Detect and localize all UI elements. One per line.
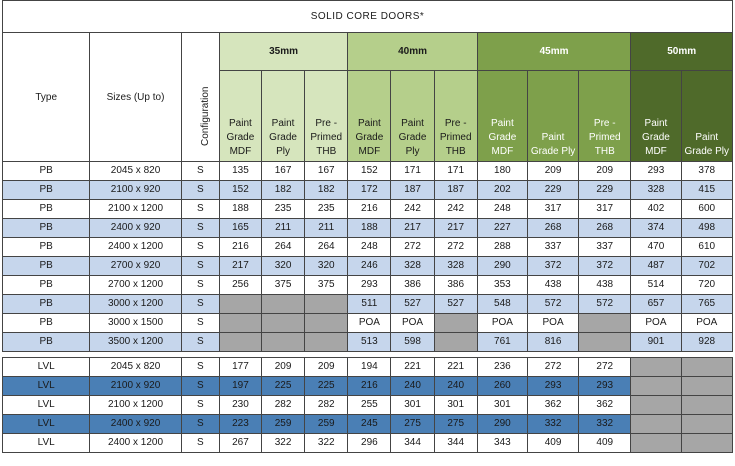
price-cell: 246 <box>348 257 391 276</box>
config-cell: S <box>181 434 219 453</box>
price-cell: 225 <box>305 377 348 396</box>
unavailable-cell <box>631 434 681 453</box>
price-cell: 438 <box>579 276 631 295</box>
price-cell: 293 <box>348 276 391 295</box>
sub-40-thb: Pre - Primed THB <box>434 71 477 162</box>
price-cell: 765 <box>681 295 732 314</box>
price-cell: 320 <box>305 257 348 276</box>
table-row <box>3 162 733 181</box>
price-cell: 268 <box>527 219 578 238</box>
price-cell: 527 <box>434 295 477 314</box>
price-cell: 211 <box>262 219 305 238</box>
price-cell: 610 <box>681 238 732 257</box>
table-row <box>3 377 733 396</box>
configuration-column-header <box>181 33 219 162</box>
unavailable-cell <box>262 333 305 352</box>
price-cell: 221 <box>434 358 477 377</box>
size-cell: 2100 x 920 <box>90 377 181 396</box>
price-cell: 216 <box>219 238 261 257</box>
price-cell: 225 <box>262 377 305 396</box>
price-cell: 187 <box>391 181 434 200</box>
price-cell: 188 <box>219 200 261 219</box>
config-cell: S <box>181 238 219 257</box>
price-cell: 242 <box>434 200 477 219</box>
table-row <box>3 200 733 219</box>
price-cell: 182 <box>262 181 305 200</box>
unavailable-cell <box>434 314 477 333</box>
price-cell: 293 <box>631 162 681 181</box>
unavailable-cell <box>434 333 477 352</box>
config-cell: S <box>181 295 219 314</box>
price-cell: POA <box>631 314 681 333</box>
price-cell: 167 <box>305 162 348 181</box>
price-cell: 322 <box>305 434 348 453</box>
table-row <box>3 358 733 377</box>
price-cell: 320 <box>262 257 305 276</box>
config-cell: S <box>181 396 219 415</box>
price-cell: 209 <box>305 358 348 377</box>
price-cell: 180 <box>477 162 527 181</box>
size-cell: 2100 x 1200 <box>90 200 181 219</box>
unavailable-cell <box>579 333 631 352</box>
table-row <box>3 396 733 415</box>
price-cell: 386 <box>391 276 434 295</box>
price-cell: 511 <box>348 295 391 314</box>
type-cell: LVL <box>3 358 90 377</box>
price-cell: 328 <box>631 181 681 200</box>
unavailable-cell <box>681 415 732 434</box>
price-cell: 720 <box>681 276 732 295</box>
price-cell: POA <box>527 314 578 333</box>
price-cell: 438 <box>527 276 578 295</box>
price-cell: 152 <box>219 181 261 200</box>
price-cell: 409 <box>579 434 631 453</box>
unavailable-cell <box>305 314 348 333</box>
price-cell: 275 <box>391 415 434 434</box>
size-cell: 2045 x 820 <box>90 358 181 377</box>
price-cell: 235 <box>262 200 305 219</box>
price-cell: 227 <box>477 219 527 238</box>
price-cell: 409 <box>527 434 578 453</box>
unavailable-cell <box>631 358 681 377</box>
price-cell: 248 <box>348 238 391 257</box>
table-row <box>3 415 733 434</box>
price-cell: 372 <box>527 257 578 276</box>
price-cell: 216 <box>348 200 391 219</box>
price-cell: 598 <box>391 333 434 352</box>
sub-45-mdf: Paint Grade MDF <box>477 71 527 162</box>
group-45mm-header: 45mm <box>477 33 631 71</box>
unavailable-cell <box>219 295 261 314</box>
type-cell: PB <box>3 276 90 295</box>
sub-35-thb: Pre - Primed THB <box>305 71 348 162</box>
config-cell: S <box>181 377 219 396</box>
type-cell: LVL <box>3 377 90 396</box>
price-cell: 187 <box>434 181 477 200</box>
price-cell: 344 <box>391 434 434 453</box>
price-cell: 152 <box>348 162 391 181</box>
price-cell: 240 <box>391 377 434 396</box>
price-cell: 245 <box>348 415 391 434</box>
price-cell: 322 <box>262 434 305 453</box>
price-cell: 275 <box>434 415 477 434</box>
config-cell: S <box>181 162 219 181</box>
group-35mm-header: 35mm <box>219 33 347 71</box>
unavailable-cell <box>631 415 681 434</box>
unavailable-cell <box>631 377 681 396</box>
unavailable-cell <box>681 434 732 453</box>
price-cell: 293 <box>527 377 578 396</box>
price-cell: 177 <box>219 358 261 377</box>
price-cell: 171 <box>391 162 434 181</box>
price-cell: 362 <box>527 396 578 415</box>
price-cell: 217 <box>219 257 261 276</box>
price-cell: 527 <box>391 295 434 314</box>
table-row <box>3 219 733 238</box>
price-cell: 470 <box>631 238 681 257</box>
config-cell: S <box>181 415 219 434</box>
price-cell: POA <box>477 314 527 333</box>
price-cell: 816 <box>527 333 578 352</box>
type-cell: PB <box>3 295 90 314</box>
unavailable-cell <box>631 396 681 415</box>
price-cell: 375 <box>262 276 305 295</box>
price-cell: 293 <box>579 377 631 396</box>
unavailable-cell <box>305 295 348 314</box>
type-cell: PB <box>3 238 90 257</box>
configuration-label: Configuration <box>200 86 212 146</box>
price-cell: 167 <box>262 162 305 181</box>
size-cell: 2100 x 920 <box>90 181 181 200</box>
size-cell: 2400 x 920 <box>90 219 181 238</box>
sub-50-ply: Paint Grade Ply <box>681 71 732 162</box>
price-cell: 230 <box>219 396 261 415</box>
size-cell: 2700 x 920 <box>90 257 181 276</box>
price-cell: 221 <box>391 358 434 377</box>
price-cell: POA <box>348 314 391 333</box>
price-cell: 211 <box>305 219 348 238</box>
price-cell: 657 <box>631 295 681 314</box>
price-cell: 288 <box>477 238 527 257</box>
price-cell: 332 <box>527 415 578 434</box>
table-row <box>3 181 733 200</box>
price-cell: 229 <box>527 181 578 200</box>
price-cell: 328 <box>434 257 477 276</box>
price-cell: 242 <box>391 200 434 219</box>
size-cell: 2045 x 820 <box>90 162 181 181</box>
type-cell: PB <box>3 333 90 352</box>
table-row <box>3 434 733 453</box>
price-cell: 217 <box>434 219 477 238</box>
price-cell: 353 <box>477 276 527 295</box>
group-50mm-header: 50mm <box>631 33 733 71</box>
price-cell: 301 <box>391 396 434 415</box>
config-cell: S <box>181 314 219 333</box>
size-cell: 2400 x 1200 <box>90 434 181 453</box>
unavailable-cell <box>681 358 732 377</box>
price-cell: 236 <box>477 358 527 377</box>
price-cell: 344 <box>434 434 477 453</box>
group-40mm-header: 40mm <box>348 33 477 71</box>
price-cell: 282 <box>262 396 305 415</box>
config-cell: S <box>181 200 219 219</box>
price-cell: 272 <box>579 358 631 377</box>
price-cell: 296 <box>348 434 391 453</box>
size-cell: 3500 x 1200 <box>90 333 181 352</box>
price-cell: 209 <box>262 358 305 377</box>
type-cell: PB <box>3 200 90 219</box>
price-cell: 260 <box>477 377 527 396</box>
price-cell: 901 <box>631 333 681 352</box>
unavailable-cell <box>262 295 305 314</box>
table-row <box>3 238 733 257</box>
price-cell: 256 <box>219 276 261 295</box>
price-cell: 240 <box>434 377 477 396</box>
price-cell: 223 <box>219 415 261 434</box>
unavailable-cell <box>579 314 631 333</box>
price-cell: 372 <box>579 257 631 276</box>
price-cell: 290 <box>477 415 527 434</box>
price-cell: 290 <box>477 257 527 276</box>
price-cell: 259 <box>262 415 305 434</box>
price-cell: 182 <box>305 181 348 200</box>
price-cell: POA <box>391 314 434 333</box>
price-cell: 498 <box>681 219 732 238</box>
sub-40-mdf: Paint Grade MDF <box>348 71 391 162</box>
price-cell: 194 <box>348 358 391 377</box>
price-cell: 572 <box>527 295 578 314</box>
type-cell: PB <box>3 181 90 200</box>
price-cell: 197 <box>219 377 261 396</box>
table-row <box>3 295 733 314</box>
sub-45-thb: Pre - Primed THB <box>579 71 631 162</box>
price-cell: 572 <box>579 295 631 314</box>
size-cell: 2400 x 920 <box>90 415 181 434</box>
type-cell: PB <box>3 257 90 276</box>
size-cell: 2100 x 1200 <box>90 396 181 415</box>
price-cell: 337 <box>579 238 631 257</box>
price-cell: 209 <box>527 162 578 181</box>
price-cell: 600 <box>681 200 732 219</box>
price-cell: 235 <box>305 200 348 219</box>
price-cell: 337 <box>527 238 578 257</box>
price-cell: 248 <box>477 200 527 219</box>
price-cell: 264 <box>262 238 305 257</box>
config-cell: S <box>181 257 219 276</box>
table-title: SOLID CORE DOORS* <box>3 1 733 33</box>
unavailable-cell <box>681 396 732 415</box>
price-cell: 317 <box>527 200 578 219</box>
price-cell: 229 <box>579 181 631 200</box>
price-cell: 928 <box>681 333 732 352</box>
price-cell: 216 <box>348 377 391 396</box>
price-cell: 343 <box>477 434 527 453</box>
unavailable-cell <box>219 314 261 333</box>
unavailable-cell <box>305 333 348 352</box>
price-cell: 702 <box>681 257 732 276</box>
price-cell: 209 <box>579 162 631 181</box>
type-cell: LVL <box>3 415 90 434</box>
price-cell: POA <box>681 314 732 333</box>
config-cell: S <box>181 358 219 377</box>
price-cell: 259 <box>305 415 348 434</box>
price-cell: 328 <box>391 257 434 276</box>
size-cell: 3000 x 1500 <box>90 314 181 333</box>
price-cell: 268 <box>579 219 631 238</box>
solid-core-doors-table <box>2 0 733 453</box>
size-cell: 3000 x 1200 <box>90 295 181 314</box>
unavailable-cell <box>262 314 305 333</box>
price-cell: 272 <box>434 238 477 257</box>
config-cell: S <box>181 333 219 352</box>
type-cell: LVL <box>3 434 90 453</box>
price-cell: 301 <box>434 396 477 415</box>
type-cell: PB <box>3 219 90 238</box>
config-cell: S <box>181 276 219 295</box>
price-cell: 548 <box>477 295 527 314</box>
table-row <box>3 314 733 333</box>
price-cell: 513 <box>348 333 391 352</box>
price-cell: 135 <box>219 162 261 181</box>
sub-35-ply: Paint Grade Ply <box>262 71 305 162</box>
size-cell: 2400 x 1200 <box>90 238 181 257</box>
sub-40-ply: Paint Grade Ply <box>391 71 434 162</box>
sub-45-ply: Paint Grade Ply <box>527 71 578 162</box>
price-cell: 217 <box>391 219 434 238</box>
price-cell: 188 <box>348 219 391 238</box>
price-cell: 362 <box>579 396 631 415</box>
price-cell: 301 <box>477 396 527 415</box>
price-cell: 378 <box>681 162 732 181</box>
price-cell: 272 <box>527 358 578 377</box>
price-cell: 272 <box>391 238 434 257</box>
unavailable-cell <box>219 333 261 352</box>
sizes-column-header: Sizes (Up to) <box>90 33 181 162</box>
price-cell: 165 <box>219 219 261 238</box>
unavailable-cell <box>681 377 732 396</box>
price-cell: 171 <box>434 162 477 181</box>
price-cell: 374 <box>631 219 681 238</box>
table-row <box>3 257 733 276</box>
price-cell: 375 <box>305 276 348 295</box>
sub-50-mdf: Paint Grade MDF <box>631 71 681 162</box>
type-cell: PB <box>3 162 90 181</box>
price-cell: 487 <box>631 257 681 276</box>
type-cell: LVL <box>3 396 90 415</box>
price-cell: 761 <box>477 333 527 352</box>
price-cell: 415 <box>681 181 732 200</box>
price-cell: 332 <box>579 415 631 434</box>
sub-35-mdf: Paint Grade MDF <box>219 71 261 162</box>
price-cell: 317 <box>579 200 631 219</box>
table-row <box>3 276 733 295</box>
price-cell: 264 <box>305 238 348 257</box>
price-cell: 255 <box>348 396 391 415</box>
price-cell: 267 <box>219 434 261 453</box>
price-cell: 202 <box>477 181 527 200</box>
type-cell: PB <box>3 314 90 333</box>
price-cell: 282 <box>305 396 348 415</box>
config-cell: S <box>181 181 219 200</box>
price-cell: 172 <box>348 181 391 200</box>
size-cell: 2700 x 1200 <box>90 276 181 295</box>
price-cell: 386 <box>434 276 477 295</box>
price-cell: 514 <box>631 276 681 295</box>
type-column-header: Type <box>3 33 90 162</box>
table-row <box>3 333 733 352</box>
price-cell: 402 <box>631 200 681 219</box>
config-cell: S <box>181 219 219 238</box>
